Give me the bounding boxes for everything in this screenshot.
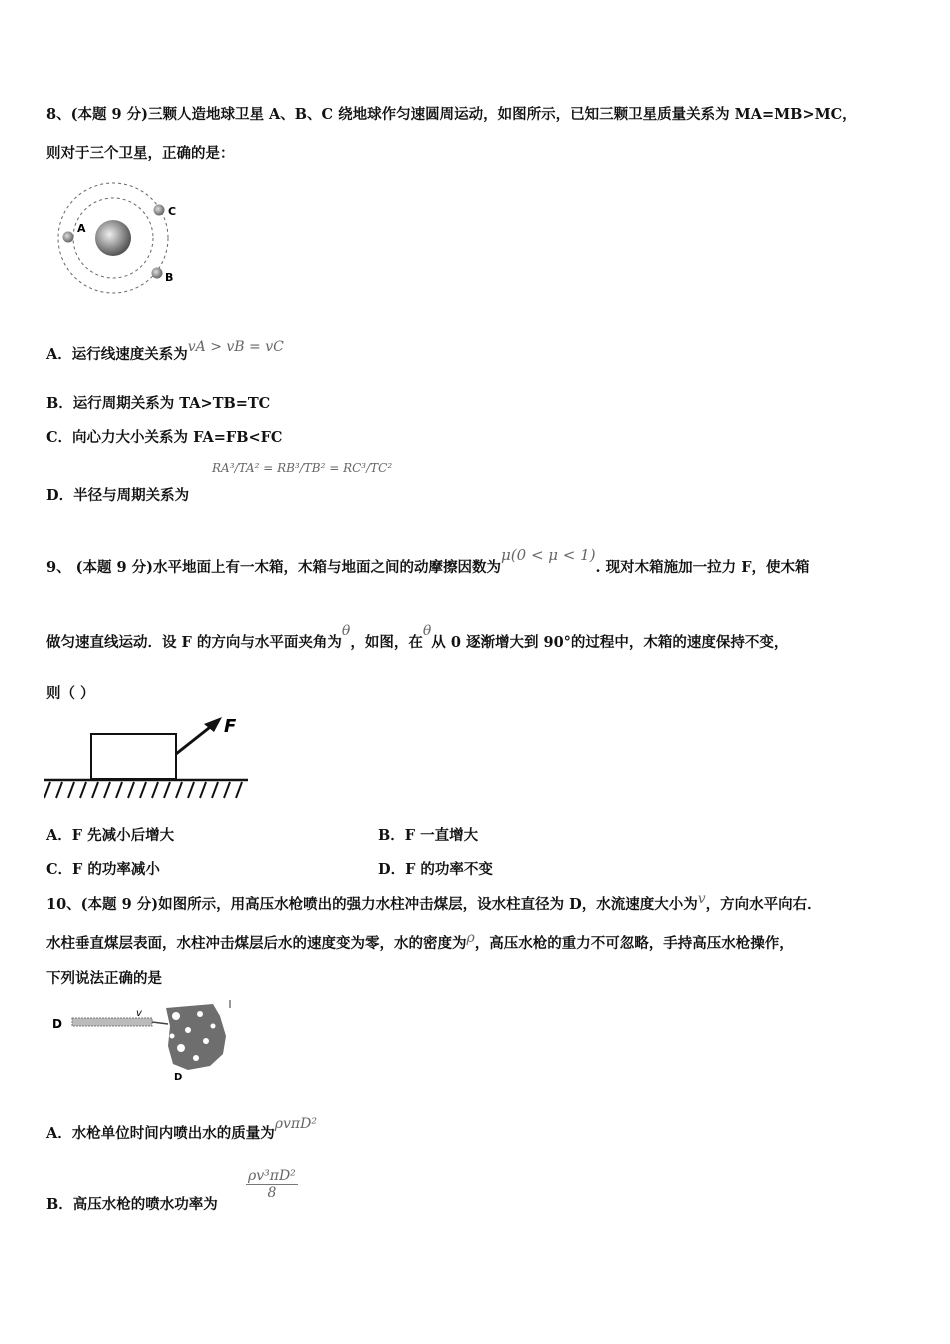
q9-theta-2: θ xyxy=(422,623,432,639)
force-label: F xyxy=(224,716,237,737)
q8-option-b: B．运行周期关系为 TA>TB=TC xyxy=(46,395,271,412)
force-arrow xyxy=(176,724,214,754)
earth xyxy=(95,220,131,256)
coal-seam xyxy=(166,1004,226,1070)
wooden-box xyxy=(91,734,176,779)
q9-option-a: A．F 先减小后增大 xyxy=(46,827,175,844)
q8-stem-line2: 则对于三个卫星，正确的是： xyxy=(46,145,235,162)
q10-option-b-numerator: ρv³πD² xyxy=(248,1168,296,1184)
satellite-a xyxy=(63,232,74,243)
q8-option-a: A．运行线速度关系为vA > vB = vC xyxy=(46,339,284,363)
q10-rho: ρ xyxy=(466,930,475,946)
satellite-b xyxy=(152,268,163,279)
water-jet xyxy=(72,1018,152,1026)
q10-option-b: B．高压水枪的喷水功率为 xyxy=(46,1196,218,1213)
q8-option-a-formula: vA > vB = vC xyxy=(187,339,284,355)
q10-stem-line1: 10、(本题 9 分)如图所示，用高压水枪喷出的强力水柱冲击煤层，设水柱直径为 D，水流速度大小为v，方向水平向右． xyxy=(46,891,822,913)
q9-option-d: D．F 的功率不变 xyxy=(378,861,493,878)
q8-stem-line1: 8、(本题 9 分)三颗人造地球卫星 A、B、C 绕地球作匀速圆周运动，如图所示，已知三颗卫星质量关系为 MA=MB>MC， xyxy=(46,106,857,123)
q10-option-a-formula: ρvπD² xyxy=(274,1116,317,1132)
q9-box-figure xyxy=(44,712,250,802)
q10-option-b-formula xyxy=(244,1168,300,1201)
label-a: A xyxy=(77,222,86,235)
q10-option-b-denominator: 8 xyxy=(267,1185,277,1201)
q9-stem-line2: 做匀速直线运动．设 F 的方向与水平面夹角为θ，如图，在θ从 0 逐渐增大到 90°的过程中，木箱的速度保持不变， xyxy=(46,623,789,651)
q10-stem-line2: 水柱垂直煤层表面，水柱冲击煤层后水的速度变为零，水的密度为ρ，高压水枪的重力不可忽略，手持高压水枪操作， xyxy=(46,930,794,952)
label-b: B xyxy=(165,271,174,284)
q8-orbit-figure xyxy=(50,180,190,295)
q9-mu-formula: μ(0 < μ < 1) xyxy=(501,546,596,564)
q8-option-c: C．向心力大小关系为 FA=FB<FC xyxy=(46,429,283,446)
q10-water-gun-figure xyxy=(48,996,243,1084)
q9-theta-1: θ xyxy=(341,623,351,639)
label-v: v xyxy=(136,1008,142,1019)
q9-stem-line1: 9、 (本题 9 分)水平地面上有一木箱，木箱与地面之间的动摩擦因数为μ(0 < μ < 1). 现对木箱施加一拉力 F，使木箱 xyxy=(46,546,810,576)
q8-option-d: D．半径与周期关系为 xyxy=(46,487,190,504)
q10-option-a: A．水枪单位时间内喷出水的质量为ρvπD² xyxy=(46,1116,317,1142)
label-d-left: D xyxy=(52,1017,62,1031)
q9-option-b: B．F 一直增大 xyxy=(378,827,479,844)
q8-option-d-formula: RA³/TA² = RB³/TB² = RC³/TC² xyxy=(212,461,393,475)
label-c: C xyxy=(168,205,177,218)
q9-stem-line3: 则（ ） xyxy=(46,685,95,702)
q10-v: v xyxy=(697,891,706,907)
q9-option-c: C．F 的功率减小 xyxy=(46,861,160,878)
ground-hatching xyxy=(44,782,242,798)
jet-tip xyxy=(152,1022,168,1024)
label-d-bottom: D xyxy=(174,1072,183,1083)
q10-stem-line3: 下列说法正确的是 xyxy=(46,970,162,987)
satellite-c xyxy=(154,205,165,216)
